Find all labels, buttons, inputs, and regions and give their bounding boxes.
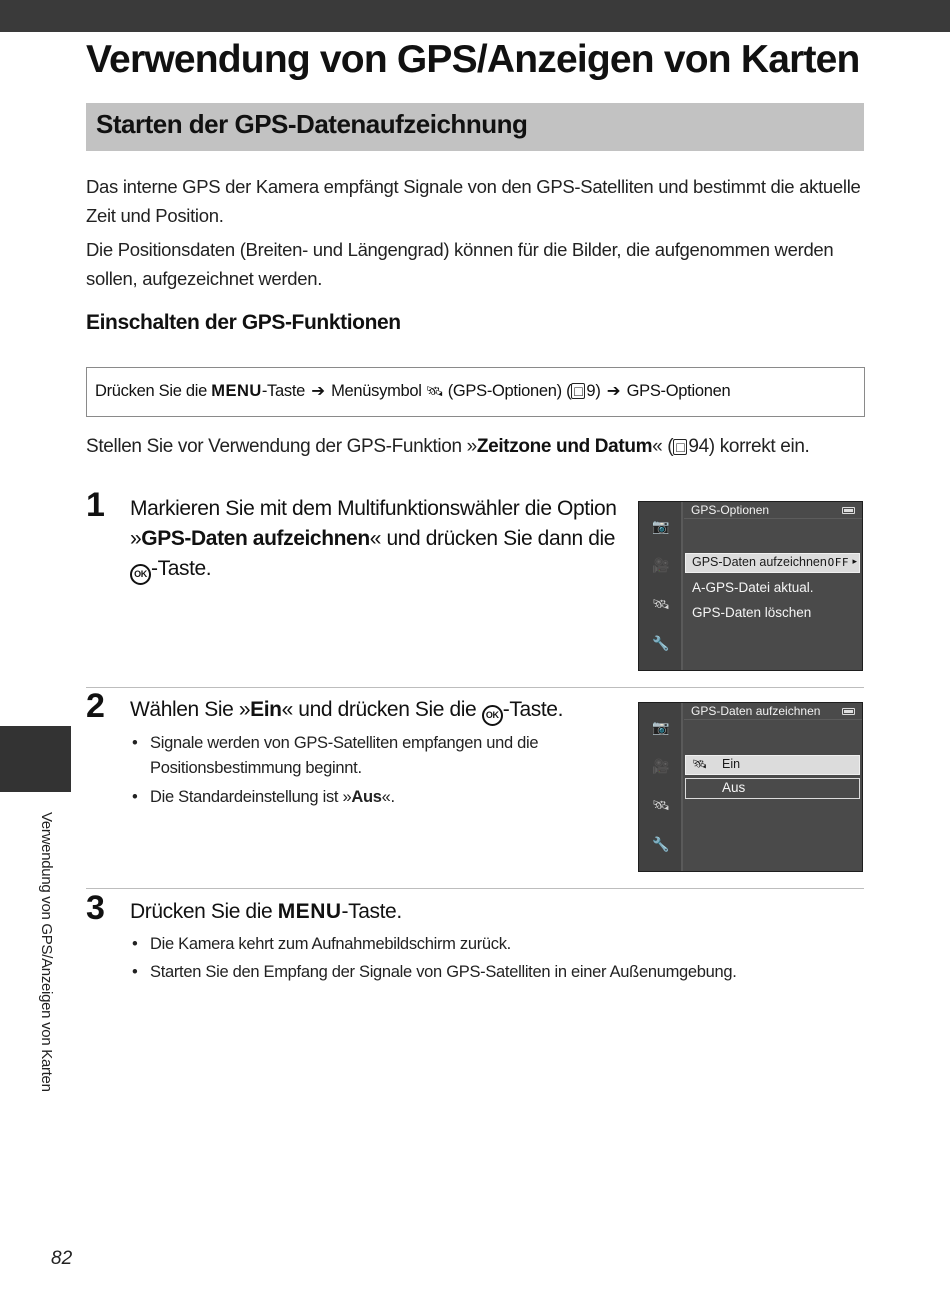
bullet-bold: Aus bbox=[351, 788, 382, 806]
screen-title: GPS-Optionen bbox=[691, 503, 770, 517]
chapter-tab bbox=[0, 726, 71, 792]
step-1-text bbox=[130, 494, 620, 585]
nav-text-5: ) bbox=[595, 382, 605, 400]
step-1-line-3-suffix: -Taste. bbox=[151, 557, 212, 580]
bullet-icon: • bbox=[132, 963, 138, 981]
step-2-bullet-1 bbox=[132, 731, 552, 781]
step-3-bullet-1 bbox=[132, 932, 852, 957]
menu-button-glyph: MENU bbox=[211, 382, 262, 400]
note-page-ref: 94 bbox=[688, 436, 709, 457]
step-divider bbox=[86, 687, 864, 688]
movie-icon: 🎥 bbox=[652, 557, 670, 573]
screen-menu-sidebar bbox=[639, 502, 683, 670]
step-1-line-2-prefix: » bbox=[130, 527, 142, 550]
section-header bbox=[86, 103, 864, 151]
option-aus[interactable] bbox=[685, 778, 860, 799]
note-mid: « ( bbox=[652, 436, 674, 457]
navigation-path-box bbox=[86, 367, 865, 417]
step-divider bbox=[86, 888, 864, 889]
step-1-line-3 bbox=[130, 554, 620, 585]
step-2-bullet-2 bbox=[132, 785, 552, 810]
bullet-suffix: «. bbox=[381, 788, 395, 806]
nav-text-6: GPS-Optionen bbox=[622, 382, 731, 400]
screen-menu-sidebar bbox=[639, 703, 683, 871]
camera-icon: 📷 bbox=[652, 719, 670, 735]
step-3-text bbox=[130, 897, 402, 927]
top-header-bar bbox=[0, 0, 950, 32]
menu-item-gps-data-record-selected[interactable] bbox=[685, 553, 860, 573]
step-3-number: 3 bbox=[86, 889, 105, 927]
gps-satellite-icon: 🛰 bbox=[425, 383, 444, 399]
step-2-suffix: -Taste. bbox=[502, 698, 564, 721]
step-3-prefix: Drücken Sie die bbox=[130, 900, 278, 923]
camera-icon: 📷 bbox=[652, 518, 670, 534]
arrow-right-icon: ➔ bbox=[311, 382, 325, 400]
step-1-line-2 bbox=[130, 524, 620, 554]
camera-screen-gps-options bbox=[638, 501, 863, 671]
bullet-prefix: Die Standardeinstellung ist » bbox=[150, 788, 352, 806]
timezone-note bbox=[86, 436, 809, 458]
step-3-bullet-2 bbox=[132, 960, 852, 985]
camera-screen-gps-record bbox=[638, 702, 863, 872]
bullet-text: Starten Sie den Empfang der Signale von GPS-Satelliten in einer Außenumgebung. bbox=[150, 963, 737, 981]
ok-button-icon: OK bbox=[482, 705, 503, 726]
option-ein-selected[interactable] bbox=[685, 755, 860, 775]
subheading: Einschalten der GPS-Funktionen bbox=[86, 311, 401, 334]
nav-page-ref: 9 bbox=[586, 382, 596, 400]
ok-button-icon: OK bbox=[130, 564, 151, 585]
bullet-text: Signale werden von GPS-Satelliten empfangen und die Positionsbestimmung beginnt. bbox=[150, 734, 539, 777]
menu-button-glyph: MENU bbox=[277, 900, 342, 923]
gps-satellite-icon: 🛰 bbox=[652, 596, 670, 612]
bullet-icon: • bbox=[132, 734, 138, 752]
off-value-badge: OFF bbox=[827, 556, 849, 569]
screen-divider bbox=[684, 719, 862, 720]
wrench-setup-icon: 🔧 bbox=[652, 635, 670, 651]
page-number: 82 bbox=[51, 1248, 73, 1269]
screen-divider bbox=[684, 518, 862, 519]
intro-paragraph-1: Das interne GPS der Kamera empfängt Signale von den GPS-Satelliten und bestimmt die aktuelle Zeit und Position. bbox=[86, 176, 861, 226]
nav-text-1: Drücken Sie die bbox=[95, 382, 212, 400]
navigation-path bbox=[95, 381, 730, 401]
intro-paragraph-2: Die Positionsdaten (Breiten- und Längengrad) können für die Bilder, die aufgenommen werden sollen, aufgezeichnet werden. bbox=[86, 239, 834, 289]
movie-icon: 🎥 bbox=[652, 758, 670, 774]
option-label: Ein bbox=[722, 757, 741, 771]
bullet-icon: • bbox=[132, 788, 138, 806]
arrow-right-icon: ➔ bbox=[606, 382, 621, 400]
page-title: Verwendung von GPS/Anzeigen von Karten bbox=[86, 38, 860, 81]
page-reference-book-icon: □ bbox=[571, 383, 585, 399]
step-2-bold: Ein bbox=[250, 698, 282, 721]
note-prefix: Stellen Sie vor Verwendung der GPS-Funktion » bbox=[86, 436, 477, 457]
nav-text-4: (GPS-Optionen) ( bbox=[443, 382, 572, 400]
battery-icon bbox=[842, 507, 855, 514]
nav-text-3: Menüsymbol bbox=[326, 382, 426, 400]
step-2-text bbox=[130, 695, 620, 726]
bullet-text bbox=[150, 785, 552, 810]
screen-title: GPS-Daten aufzeichnen bbox=[691, 704, 821, 718]
option-label: Aus bbox=[722, 780, 746, 795]
page-reference-book-icon: □ bbox=[673, 439, 687, 455]
note-suffix: ) korrekt ein. bbox=[708, 436, 810, 457]
bullet-text: Die Kamera kehrt zum Aufnahmebildschirm zurück. bbox=[150, 935, 511, 953]
chapter-side-label: Verwendung von GPS/Anzeigen von Karten bbox=[38, 812, 55, 1092]
step-3-suffix: -Taste. bbox=[341, 900, 402, 923]
note-bold: Zeitzone und Datum bbox=[476, 436, 653, 457]
bullet-icon: • bbox=[132, 935, 138, 953]
step-1-line-2-suffix: « und drücken Sie dann die bbox=[369, 527, 616, 550]
battery-icon bbox=[842, 708, 855, 715]
menu-item-label: GPS-Daten aufzeichnen bbox=[692, 555, 827, 569]
nav-text-2: -Taste bbox=[261, 382, 310, 400]
step-2-mid: « und drücken Sie die bbox=[281, 698, 482, 721]
chevron-right-icon: ▸ bbox=[852, 556, 857, 566]
gps-satellite-icon: 🛰 bbox=[692, 757, 708, 771]
menu-item-delete-gps-data[interactable]: GPS-Daten löschen bbox=[692, 605, 812, 620]
step-2-number: 2 bbox=[86, 687, 105, 725]
step-1-bold: GPS-Daten aufzeichnen bbox=[141, 527, 370, 550]
wrench-setup-icon: 🔧 bbox=[652, 836, 670, 852]
section-title: Starten der GPS-Datenaufzeichnung bbox=[96, 109, 528, 139]
menu-item-agps-update[interactable]: A-GPS-Datei aktual. bbox=[692, 580, 814, 595]
step-2-prefix: Wählen Sie » bbox=[130, 698, 251, 721]
gps-satellite-icon: 🛰 bbox=[652, 797, 670, 813]
step-1-line-1: Markieren Sie mit dem Multifunktionswähler die Option bbox=[130, 497, 617, 520]
step-1-number: 1 bbox=[86, 486, 105, 524]
